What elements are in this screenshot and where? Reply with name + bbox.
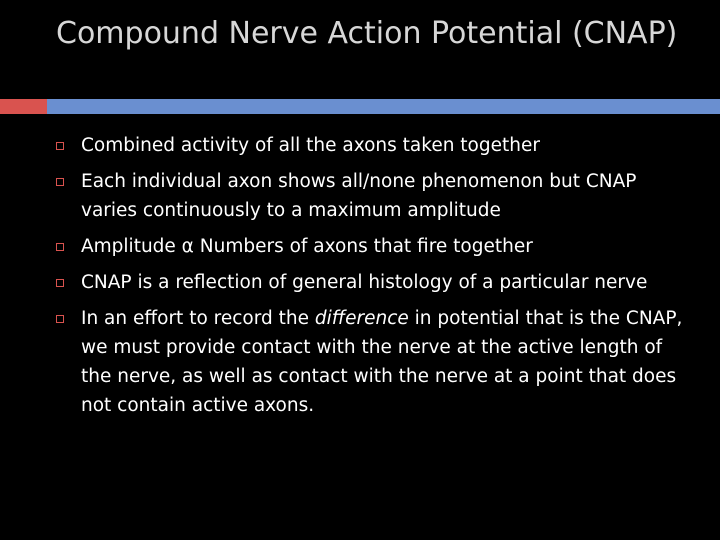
bullet-emphasis: difference (314, 308, 409, 329)
bullet-text-after: in potential that is the CNAP, we must provide contact with the nerve at the active length of the nerve, as well as contact with the nerve at a point that does not contain active axons. (81, 308, 683, 416)
hollow-square-icon (56, 178, 64, 186)
bullet-item (56, 304, 696, 420)
bullet-text: Each individual axon shows all/none phenomenon but CNAP varies continuously to a maximum amplitude (81, 171, 637, 221)
bullet-item (56, 131, 696, 160)
hollow-square-icon (56, 315, 64, 323)
bullet-text-before: In an effort to record the (81, 308, 315, 329)
title-accent-bar-red (0, 99, 47, 114)
hollow-square-icon (56, 142, 64, 150)
bullet-item (56, 232, 696, 261)
bullet-text: Amplitude α Numbers of axons that fire together (81, 236, 533, 257)
bullet-item (56, 167, 696, 225)
bullet-list (56, 131, 696, 427)
bullet-text: Combined activity of all the axons taken together (81, 135, 540, 156)
title-accent-bar-blue (47, 99, 720, 114)
bullet-text: CNAP is a reflection of general histology of a particular nerve (81, 272, 648, 293)
hollow-square-icon (56, 243, 64, 251)
hollow-square-icon (56, 279, 64, 287)
bullet-item (56, 268, 696, 297)
slide-title: Compound Nerve Action Potential (CNAP) (56, 16, 678, 51)
